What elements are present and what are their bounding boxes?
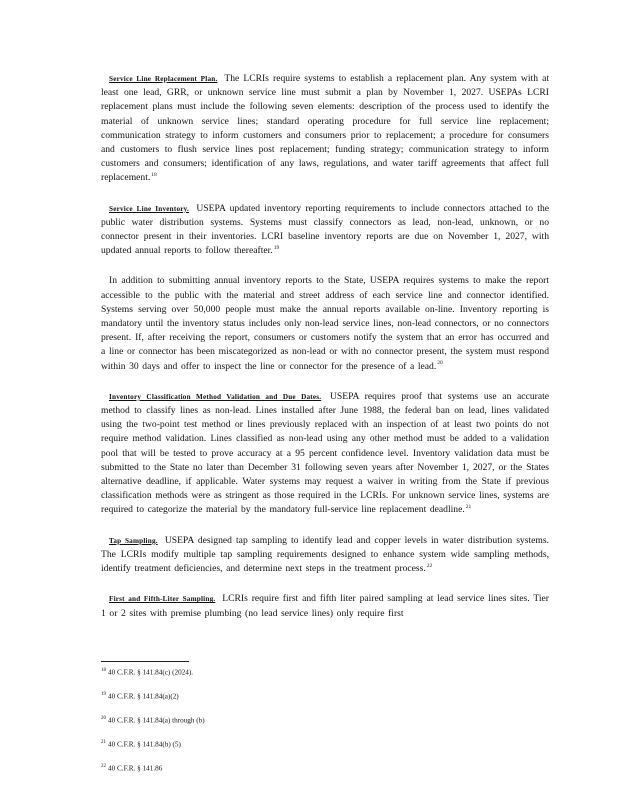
- footnote-divider: [101, 661, 189, 662]
- footnote: [101, 714, 549, 738]
- heading-first-fifth-liter-sampling: First and Fifth-Liter Sampling.: [109, 595, 216, 604]
- paragraph-text: USEPA updated inventory reporting requirements to include connectors attached to the public water distribution systems. Systems must classify connectors as lead, non-lead, unknown, or no connector present in their inventories. LCRI baseline inventory reports are due on November 1, 2027, with updated annual reports to follow thereafter.: [101, 202, 550, 257]
- paragraph-text: The LCRIs require systems to establish a replacement plan. Any system with at least one lead, GRR, or unknown service line must submit a plan by November 1, 2027. USEPAs LCRI replacement plans must include the following seven elements: description of the process used to identify the material of unknown service lines; standard operating procedure for full service line replacement; communication strategy to inform customers and consumers prior to replacement; a procedure for consumers and customers to flush service lines post replacement; funding strategy; communication strategy to inform customers and consumers; identification of any laws, regulations, and water tariff agreements that affect full replacement.: [101, 73, 549, 184]
- footnotes: [101, 666, 549, 786]
- footnote: [101, 762, 549, 786]
- footnote-number: 19: [101, 692, 106, 697]
- paragraph-service-line-replacement-plan: [101, 72, 549, 186]
- footnote: [101, 690, 549, 714]
- footnote-text: 40 C.F.R. § 141.84(b) (5): [108, 740, 181, 749]
- footnote-number: 22: [101, 764, 106, 769]
- footnote-text: 40 C.F.R. § 141.86: [108, 764, 163, 773]
- paragraph-inventory-classification: [101, 390, 549, 518]
- footnote-reference[interactable]: 21: [465, 504, 472, 511]
- paragraph-text: USEPA requires proof that systems use an accurate method to classify lines as non-lead. Lines installed after June 1988, the federal ban on lead, lines validated using the two-point test method or lines previously replaced with an inspection of at least two points do not require method validation. Lines classified as non-lead using any other method must be added to a validation pool that will be tested to prove accuracy at a 95 percent confidence level. Inventory validation data must be submitted to the State no later than December 31 following seven years after November 1, 2027, or the States alternative deadline, if applicable. Water systems may request a waiver in writing from the State if previous classification methods were as stringent as those required in the LCRIs. For unknown service lines, systems are required to categorize the material by the mandatory full-service line replacement deadline.: [101, 390, 549, 516]
- footnote-number: 21: [101, 740, 106, 745]
- paragraph-inventory-reporting: [101, 274, 549, 373]
- paragraph-tap-sampling: [101, 534, 549, 577]
- footnote-number: 18: [101, 668, 106, 673]
- paragraph-first-fifth-liter-sampling: [101, 592, 549, 620]
- body-text: [101, 72, 549, 637]
- heading-service-line-inventory: Service Line Inventory.: [109, 204, 190, 213]
- footnote-reference[interactable]: 19: [273, 245, 280, 252]
- footnote-text: 40 C.F.R. § 141.84(a)(2): [108, 692, 179, 701]
- footnote-text: 40 C.F.R. § 141.84(a) through (b): [108, 716, 205, 725]
- footnote: [101, 738, 549, 762]
- footnote-text: 40 C.F.R. § 141.84(c) (2024).: [108, 668, 194, 677]
- paragraph-text: LCRIs require first and fifth liter paired sampling at lead service lines sites. Tier 1 or 2 sites with premise plumbing (no lead service lines) only require first: [101, 593, 549, 619]
- heading-service-line-replacement-plan: Service Line Replacement Plan.: [109, 75, 218, 83]
- heading-inventory-classification: Inventory Classification Method Validation and Due Dates.: [109, 392, 322, 401]
- footnote-reference[interactable]: 22: [426, 562, 433, 569]
- footnote-reference[interactable]: 18: [151, 172, 157, 179]
- paragraph-service-line-inventory: [101, 202, 549, 259]
- heading-tap-sampling: Tap Sampling.: [109, 536, 158, 545]
- paragraph-text: USEPA designed tap sampling to identify lead and copper levels in water distribution systems. The LCRIs modify multiple tap sampling requirements designed to enhance system wide sampling methods, identify treatment deficiencies, and determine next steps in the treatment process.: [101, 534, 549, 575]
- paragraph-text: In addition to submitting annual inventory reports to the State, USEPA requires systems to make the report accessible to the public with the material and street address of each service line and connector identified. Systems serving over 50,000 people must make the annual reports available on-line. Inventory reporting is mandatory until the inventory status includes only non-lead service lines, non-lead connectors, or no connectors present. If, after receiving the report, consumers or customers notify the system that an error has occurred and a line or connector has been miscategorized as non-lead or with no connector present, the system must respond within 30 days and offer to inspect the line or connector for the presence of a lead.: [101, 275, 549, 372]
- footnote: [101, 666, 549, 690]
- footnote-reference[interactable]: 20: [437, 360, 443, 367]
- footnote-number: 20: [101, 716, 106, 721]
